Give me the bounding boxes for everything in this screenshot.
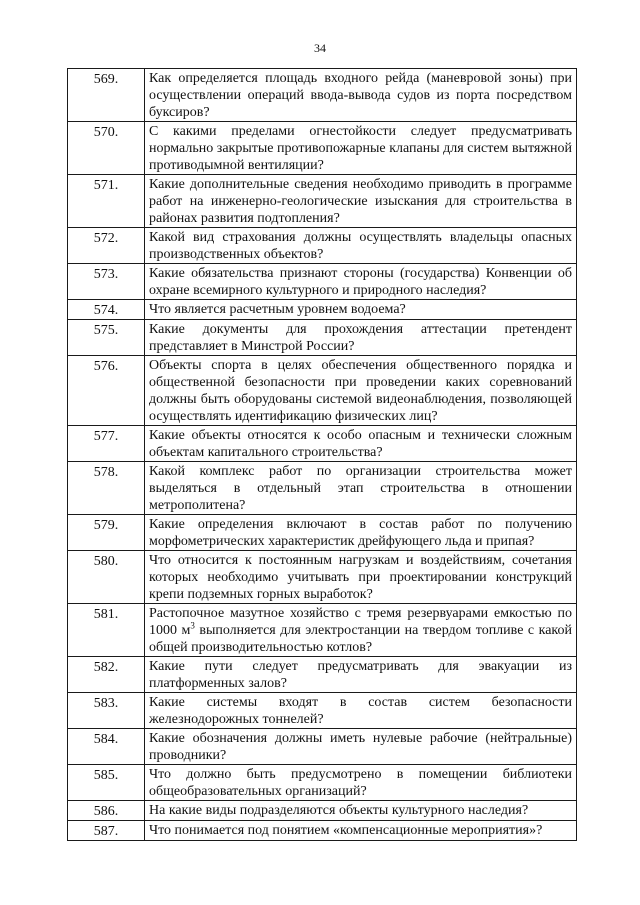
question-number: 569.: [68, 69, 145, 122]
table-row: [68, 356, 577, 426]
question-number: 572.: [68, 228, 145, 264]
question-text: Объекты спорта в целях обеспечения общественного порядка и общественной безопасности при проведении каких соревнований должны быть оборудованы системой видеонаблюдения, позволяющей осуществлять идентификацию физических лиц?: [145, 356, 577, 426]
question-text: Какие определения включают в состав работ по получению морфометрических характеристик дрейфующего льда и припая?: [145, 515, 577, 551]
superscript-exponent: 3: [190, 620, 195, 631]
question-text: С какими пределами огнестойкости следует предусматривать нормально закрытые противопожарные клапаны для систем вытяжной противодымной вентиляции?: [145, 122, 577, 175]
question-number: 577.: [68, 426, 145, 462]
question-text: Какие объекты относятся к особо опасным и технически сложным объектам капитального строительства?: [145, 426, 577, 462]
question-number: 586.: [68, 801, 145, 821]
table-row: [68, 175, 577, 228]
question-text: Что является расчетным уровнем водоема?: [145, 300, 577, 320]
question-text: Какие обозначения должны иметь нулевые рабочие (нейтральные) проводники?: [145, 729, 577, 765]
page-number: 34: [314, 41, 326, 55]
table-row: [68, 122, 577, 175]
question-text: Какие системы входят в состав систем безопасности железнодорожных тоннелей?: [145, 693, 577, 729]
table-row: [68, 821, 577, 841]
question-text: Какие пути следует предусматривать для эвакуации из платформенных залов?: [145, 657, 577, 693]
question-number: 571.: [68, 175, 145, 228]
question-text: Какой комплекс работ по организации строительства может выделяться в отдельный этап строительства в отношении метрополитена?: [145, 462, 577, 515]
table-row: [68, 462, 577, 515]
question-text: Что относится к постоянным нагрузкам и воздействиям, сочетания которых необходимо учитывать при проектировании конструкций крепи подземных горных выработок?: [145, 551, 577, 604]
table-row: [68, 515, 577, 551]
question-text: Что понимается под понятием «компенсационные мероприятия»?: [145, 821, 577, 841]
table-row: [68, 801, 577, 821]
table-row: [68, 604, 577, 657]
question-number: 578.: [68, 462, 145, 515]
table-row: [68, 426, 577, 462]
question-number: 579.: [68, 515, 145, 551]
question-text: Какие дополнительные сведения необходимо приводить в программе работ на инженерно-геологические изыскания для строительства в районах развития подтопления?: [145, 175, 577, 228]
question-text: Какой вид страхования должны осуществлять владельцы опасных производственных объектов?: [145, 228, 577, 264]
table-row: [68, 264, 577, 300]
question-number: 587.: [68, 821, 145, 841]
table-row: [68, 69, 577, 122]
question-text: На какие виды подразделяются объекты культурного наследия?: [145, 801, 577, 821]
questions-table: [67, 68, 577, 841]
question-number: 585.: [68, 765, 145, 801]
question-text: Какие документы для прохождения аттестации претендент представляет в Минстрой России?: [145, 320, 577, 356]
question-number: 583.: [68, 693, 145, 729]
table-row: [68, 729, 577, 765]
table-row: [68, 657, 577, 693]
question-number: 580.: [68, 551, 145, 604]
table-row: [68, 551, 577, 604]
table-row: [68, 228, 577, 264]
question-number: 582.: [68, 657, 145, 693]
question-number: 573.: [68, 264, 145, 300]
question-text: Что должно быть предусмотрено в помещении библиотеки общеобразовательных организаций?: [145, 765, 577, 801]
table-row: [68, 765, 577, 801]
question-text-part: выполняется для электростанции на твердом топливе с какой общей производительностью котлов?: [149, 623, 572, 655]
question-text-part: Растопочное мазутное хозяйство с тремя резервуарами емкостью по 1000 м: [149, 606, 572, 638]
question-number: 575.: [68, 320, 145, 356]
question-text: Какие обязательства признают стороны (государства) Конвенции об охране всемирного культурного и природного наследия?: [145, 264, 577, 300]
question-text: [145, 604, 577, 657]
table-row: [68, 320, 577, 356]
table-row: [68, 300, 577, 320]
question-number: 576.: [68, 356, 145, 426]
table-row: [68, 693, 577, 729]
question-number: 581.: [68, 604, 145, 657]
question-number: 574.: [68, 300, 145, 320]
question-number: 584.: [68, 729, 145, 765]
question-number: 570.: [68, 122, 145, 175]
question-text: Как определяется площадь входного рейда (маневровой зоны) при осуществлении операций ввода-вывода судов из порта посредством буксиров?: [145, 69, 577, 122]
